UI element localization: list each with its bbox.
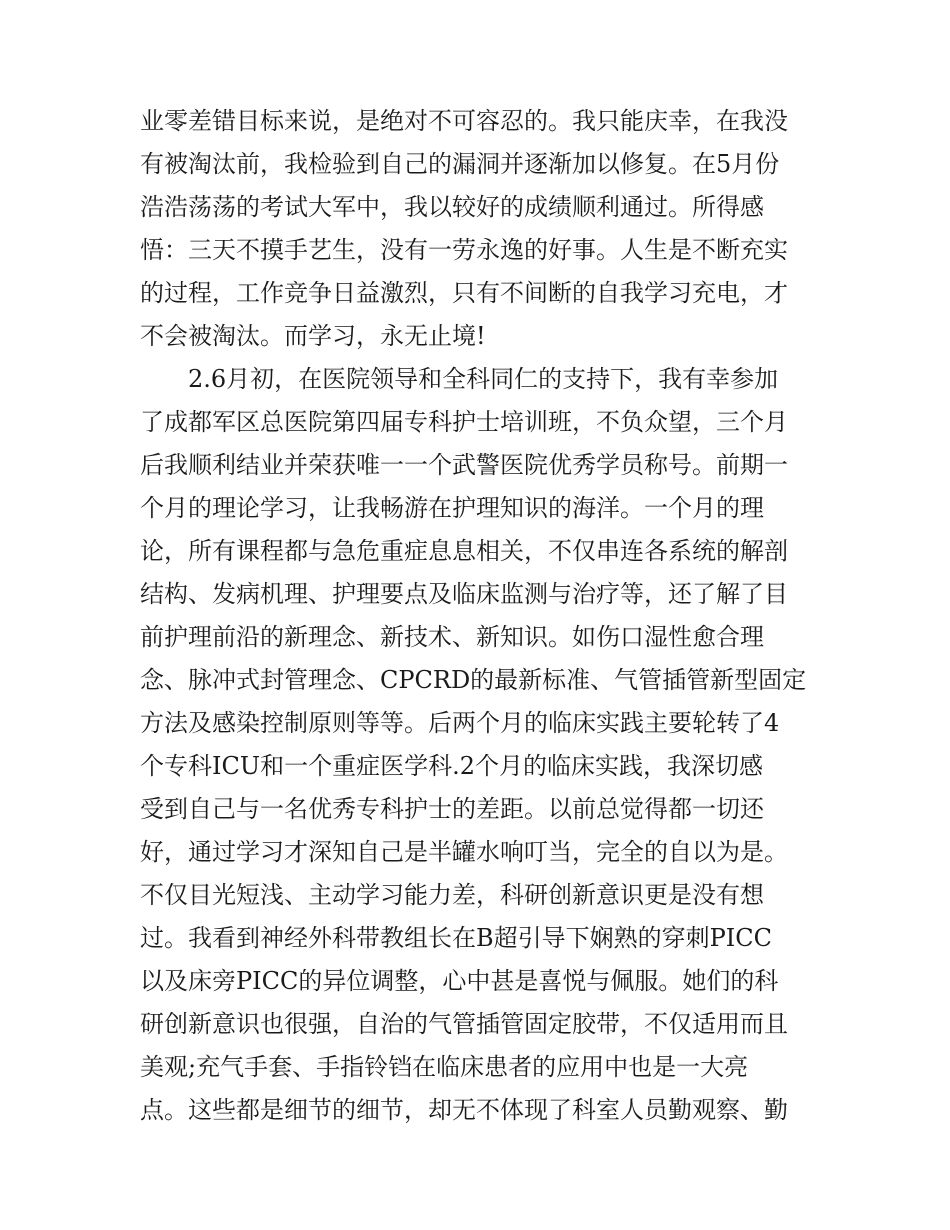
text-line: 受到自己与一名优秀专科护士的差距。以前总觉得都一切还: [140, 795, 764, 823]
text-line: 了成都军区总医院第四届专科护士培训班，不负众望，三个月: [140, 408, 788, 436]
text-line: 研创新意识也很强，自治的气管插管固定胶带，不仅适用而且: [140, 1010, 788, 1038]
text-line: 业零差错目标来说，是绝对不可容忍的。我只能庆幸，在我没: [140, 107, 788, 135]
text-line: 不会被淘汰。而学习，永无止境!: [140, 322, 486, 350]
text-line: 不仅目光短浅、主动学习能力差，科研创新意识更是没有想: [140, 881, 764, 909]
text-line: 浩浩荡荡的考试大军中，我以较好的成绩顺利通过。所得感: [140, 193, 764, 221]
text-line: 方法及感染控制原则等等。后两个月的临床实践主要轮转了4: [140, 709, 780, 737]
text-line: 个专科ICU和一个重症医学科.2个月的临床实践，我深切感: [140, 752, 763, 780]
text-line: 过。我看到神经外科带教组长在B超引导下娴熟的穿刺PICC: [140, 924, 772, 952]
paragraph-start-line: 2.6月初，在医院领导和全科同仁的支持下，我有幸参加: [188, 365, 779, 393]
text-line: 点。这些都是细节的细节，却无不体现了科室人员勤观察、勤: [140, 1096, 788, 1124]
text-line: 结构、发病机理、护理要点及临床监测与治疗等，还了解了目: [140, 580, 788, 608]
text-line: 有被淘汰前，我检验到自己的漏洞并逐渐加以修复。在5月份: [140, 150, 780, 178]
text-line: 论，所有课程都与急危重症息息相关，不仅串连各系统的解剖: [140, 537, 788, 565]
text-line: 悟：三天不摸手艺生，没有一劳永逸的好事。人生是不断充实: [140, 236, 788, 264]
text-line: 念、脉冲式封管理念、CPCRD的最新标准、气管插管新型固定: [140, 666, 807, 694]
document-body-text: [140, 100, 820, 1132]
text-line: 的过程，工作竞争日益激烈，只有不间断的自我学习充电，才: [140, 279, 788, 307]
text-line: 前护理前沿的新理念、新技术、新知识。如伤口湿性愈合理: [140, 623, 764, 651]
text-line: 好，通过学习才深知自己是半罐水响叮当，完全的自以为是。: [140, 838, 788, 866]
text-line: 美观;充气手套、手指铃铛在临床患者的应用中也是一大亮: [140, 1053, 749, 1081]
text-line: 个月的理论学习，让我畅游在护理知识的海洋。一个月的理: [140, 494, 764, 522]
text-line: 后我顺利结业并荣获唯一一个武警医院优秀学员称号。前期一: [140, 451, 788, 479]
text-line: 以及床旁PICC的异位调整，心中甚是喜悦与佩服。她们的科: [140, 967, 779, 995]
